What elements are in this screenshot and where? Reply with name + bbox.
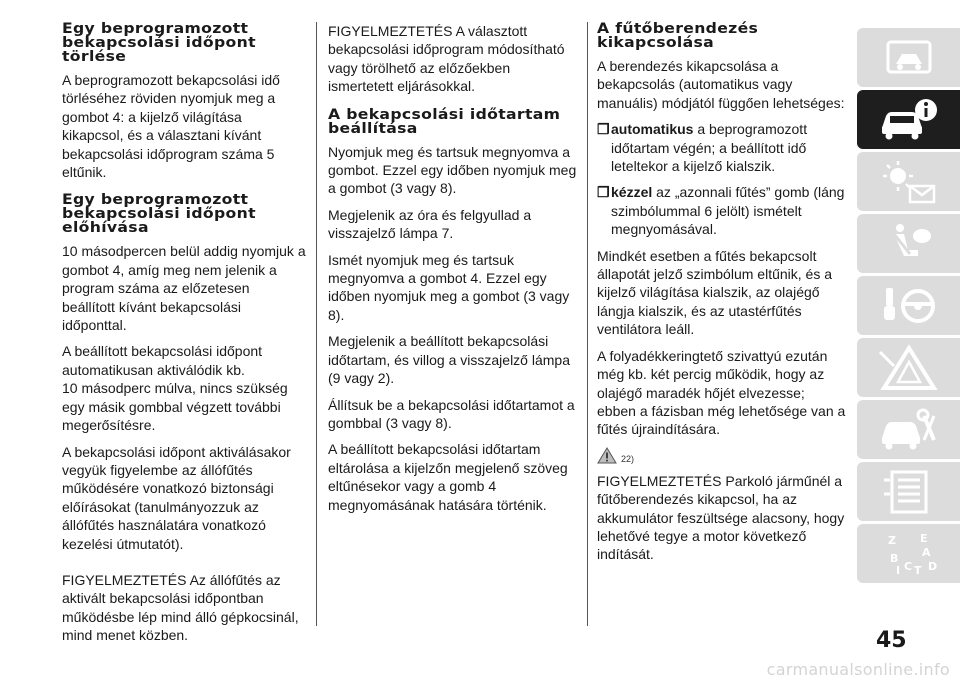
key-steering-wheel-icon bbox=[876, 282, 942, 330]
section-heading-delete-program: Egy beprogramozott bekapcsolási időpont törlése bbox=[62, 21, 256, 65]
paragraph: A folyadékkeringtető szivattyú ezután még kb. két percig működik, hogy az olajégő maradék hőjét elvezesse; ebben a fázisban még lehetősége van a fűtés újraindítására. bbox=[597, 347, 846, 438]
warning-paragraph: FIGYELMEZTETÉS Az állófűtés az aktivált bekapcsolási időpontban működésbe lép mind álló gépkocsinál, mind menet közben. bbox=[62, 571, 299, 644]
column-middle bbox=[328, 22, 578, 522]
alphabetical-index-icon bbox=[876, 530, 942, 578]
index-letter: C bbox=[903, 559, 912, 573]
hazard-triangle-icon bbox=[876, 344, 942, 392]
airbag-seat-icon bbox=[876, 220, 942, 268]
index-letter: B bbox=[889, 551, 898, 565]
bullet-text: a beprogramozott időtartam végén; a beállított idő leteltekor a kijelző kialszik. bbox=[611, 121, 808, 175]
paragraph: Megjelenik a beállított bekapcsolási időtartam, és villog a visszajelző lámpa (9 vagy 2). bbox=[328, 333, 570, 387]
index-letter: E bbox=[919, 531, 928, 545]
index-letter: D bbox=[927, 559, 937, 573]
list-item bbox=[597, 120, 847, 175]
checkbox-bullet-icon: ❒ bbox=[597, 184, 610, 201]
tab-starting-driving[interactable] bbox=[857, 276, 960, 335]
paragraph: Ismét nyomjuk meg és tartsuk megnyomva a gombot 4. Ezzel egy időben nyomjuk meg a gombot (3 vagy 8). bbox=[328, 251, 570, 323]
footnote-number: 22) bbox=[621, 453, 635, 464]
paragraph: 10 másodpercen belül addig nyomjuk a gombot 4, amíg meg nem jelenik a program száma az előzetesen beállított kívánt bekapcsolási időponttal. bbox=[62, 243, 306, 334]
checkbox-bullet-icon: ❒ bbox=[597, 121, 610, 138]
paragraph: A bekapcsolási időpont aktiválásakor vegyük figyelembe az állófűtés működésére vonatkozó biztonsági előírásokat (tanulmányozzuk az állófűtés használatára vonatkozó kezelési útmutatót). bbox=[62, 443, 291, 552]
warning-reference[interactable] bbox=[597, 447, 847, 464]
bullet-text: az „azonnali fűtés” gomb (láng szimbólummal 6 jelölt) ismételt megnyomásával. bbox=[611, 184, 845, 238]
bullet-keyword: automatikus bbox=[611, 121, 694, 138]
paragraph: A beállított bekapcsolási időpont automatikusan aktiválódik kb. bbox=[62, 343, 263, 378]
warning-paragraph: FIGYELMEZTETÉS Parkoló járműnél a fűtőberendezés kikapcsol, ha az akkumulátor feszültsége alacsony, hogy lehetővé tegye a motor következő indítását. bbox=[597, 472, 845, 563]
paragraph: A beprogramozott bekapcsolási idő törléséhez röviden nyomjuk meg a gombot 4: a kijelző világítása kikapcsol, és a választani kívánt bekapcsolási időprogram száma 5 eltűnik. bbox=[62, 72, 280, 181]
paragraph: A berendezés kikapcsolása a bekapcsolás (automatikus vagy manuális) módjától függően lehetséges: bbox=[597, 58, 845, 111]
column-left bbox=[62, 22, 306, 653]
tab-maintenance[interactable] bbox=[857, 400, 960, 459]
column-divider bbox=[316, 22, 317, 626]
tab-emergency[interactable] bbox=[857, 338, 960, 397]
tab-car-info[interactable] bbox=[857, 90, 960, 149]
watermark: carmanualsonline.info bbox=[766, 660, 950, 679]
index-letter: T bbox=[913, 563, 922, 577]
warning-paragraph: FIGYELMEZTETÉS A választott bekapcsolási időprogram módosítható vagy törölhető az előzőekben ismertetett eljárásokkal. bbox=[328, 23, 565, 95]
section-heading-set-duration: A bekapcsolási időtartam beállítása bbox=[328, 106, 561, 137]
section-heading-switch-off: A fűtőberendezés kikapcsolása bbox=[597, 21, 759, 51]
paragraph: A beállított bekapcsolási időtartam eltárolása a kijelzőn megjelenő szöveg eltűnésekor vagy a gomb 4 megnyomásának hatására történik. bbox=[328, 441, 568, 513]
tab-index[interactable] bbox=[857, 524, 960, 583]
index-letter: I bbox=[895, 563, 900, 577]
bullet-keyword: kézzel bbox=[611, 184, 653, 201]
tab-safety[interactable] bbox=[857, 214, 960, 273]
paragraph: Mindkét esetben a fűtés bekapcsolt állapotát jelző szimbólum eltűnik, és a kijelző világítása kialszik, az olajégő lángja kialszik, és az utastérfűtés ventilátora leáll. bbox=[597, 247, 833, 338]
section-heading-recall-program: Egy beprogramozott bekapcsolási időpont előhívása bbox=[62, 192, 256, 237]
page-number: 45 bbox=[876, 628, 907, 653]
paragraph: Állítsuk be a bekapcsolási időtartamot a gombbal (3 vagy 8). bbox=[328, 396, 575, 431]
car-wrench-icon bbox=[876, 406, 942, 454]
chapter-tabs bbox=[857, 28, 960, 586]
dashboard-car-icon bbox=[876, 34, 942, 82]
warning-triangle-icon bbox=[597, 447, 617, 464]
tab-technical-data[interactable] bbox=[857, 462, 960, 521]
car-info-icon bbox=[876, 96, 942, 144]
index-letter: A bbox=[921, 545, 931, 559]
tab-warning-lights[interactable] bbox=[857, 152, 960, 211]
column-right bbox=[597, 22, 847, 572]
technical-data-icon bbox=[876, 468, 942, 516]
index-letter: Z bbox=[887, 533, 896, 547]
tab-dashboard[interactable] bbox=[857, 28, 960, 87]
warning-light-message-icon bbox=[876, 158, 942, 206]
list-item bbox=[597, 183, 847, 238]
paragraph: 10 másodperc múlva, nincs szükség egy másik gombbal végzett további megerősítésre. bbox=[62, 380, 288, 434]
paragraph: Megjelenik az óra és felgyullad a visszajelző lámpa 7. bbox=[328, 206, 532, 242]
paragraph: Nyomjuk meg és tartsuk megnyomva a gombot. Ezzel egy időben nyomjuk meg a gombot (3 vagy 8). bbox=[328, 143, 577, 197]
